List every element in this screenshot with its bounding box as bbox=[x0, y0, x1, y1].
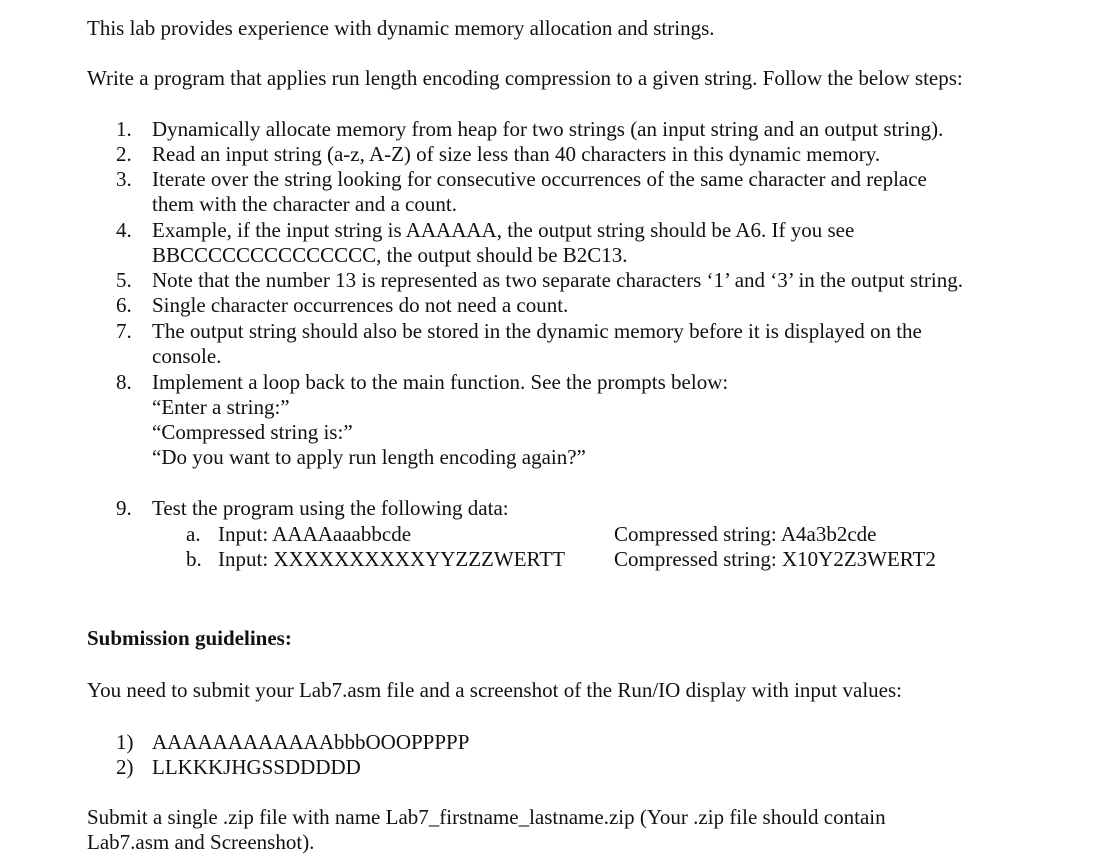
task-paragraph: Write a program that applies run length encoding compression to a given string. Follow the below steps: bbox=[87, 66, 963, 90]
step-text-continued: BBCCCCCCCCCCCCCC, the output should be B2C13. bbox=[152, 243, 628, 267]
step-number: 3. bbox=[116, 167, 132, 191]
zip-instructions-continued: Lab7.asm and Screenshot). bbox=[87, 830, 315, 854]
test-case-input: Input: AAAAaaabbcde bbox=[218, 522, 412, 546]
step-number: 5. bbox=[116, 268, 132, 292]
test-case-input: Input: XXXXXXXXXXYYZZZWERTT bbox=[218, 547, 565, 571]
submission-input-value: LLKKKJHGSSDDDDD bbox=[152, 755, 361, 779]
step-number: 2. bbox=[116, 142, 132, 166]
intro-paragraph: This lab provides experience with dynamic memory allocation and strings. bbox=[87, 16, 715, 40]
step-text: Single character occurrences do not need a count. bbox=[152, 293, 569, 317]
step-text-continued: console. bbox=[152, 344, 222, 368]
step-text: Example, if the input string is AAAAAA, the output string should be A6. If you see bbox=[152, 218, 855, 242]
test-case-letter: a. bbox=[186, 522, 201, 546]
submission-input-number: 1) bbox=[116, 730, 134, 754]
step-number: 7. bbox=[116, 319, 132, 343]
step-text: Test the program using the following data: bbox=[152, 496, 509, 520]
test-case-letter: b. bbox=[186, 547, 202, 571]
test-case-output: Compressed string: A4a3b2cde bbox=[614, 522, 877, 546]
submission-input-value: AAAAAAAAAAAAbbbOOOPPPPP bbox=[152, 730, 470, 754]
submission-text: You need to submit your Lab7.asm file and a screenshot of the Run/IO display with input values: bbox=[87, 678, 902, 702]
step-number: 4. bbox=[116, 218, 132, 242]
step-text: Iterate over the string looking for consecutive occurrences of the same character and replace bbox=[152, 167, 927, 191]
step-text: Dynamically allocate memory from heap for two strings (an input string and an output string). bbox=[152, 117, 944, 141]
submission-heading: Submission guidelines: bbox=[87, 626, 292, 650]
step-text: Implement a loop back to the main function. See the prompts below: bbox=[152, 370, 729, 394]
prompt-enter-string: “Enter a string:” bbox=[152, 395, 290, 419]
step-number: 8. bbox=[116, 370, 132, 394]
step-text: The output string should also be stored in the dynamic memory before it is displayed on the bbox=[152, 319, 922, 343]
test-case-output: Compressed string: X10Y2Z3WERT2 bbox=[614, 547, 936, 571]
step-text: Read an input string (a-z, A-Z) of size less than 40 characters in this dynamic memory. bbox=[152, 142, 881, 166]
step-number: 6. bbox=[116, 293, 132, 317]
zip-instructions: Submit a single .zip file with name Lab7_firstname_lastname.zip (Your .zip file should contain bbox=[87, 805, 886, 829]
submission-input-number: 2) bbox=[116, 755, 134, 779]
prompt-apply-again: “Do you want to apply run length encoding again?” bbox=[152, 445, 586, 469]
step-number: 1. bbox=[116, 117, 132, 141]
step-number: 9. bbox=[116, 496, 132, 520]
step-text-continued: them with the character and a count. bbox=[152, 192, 457, 216]
prompt-compressed-string: “Compressed string is:” bbox=[152, 420, 353, 444]
step-text: Note that the number 13 is represented as two separate characters ‘1’ and ‘3’ in the output string. bbox=[152, 268, 963, 292]
